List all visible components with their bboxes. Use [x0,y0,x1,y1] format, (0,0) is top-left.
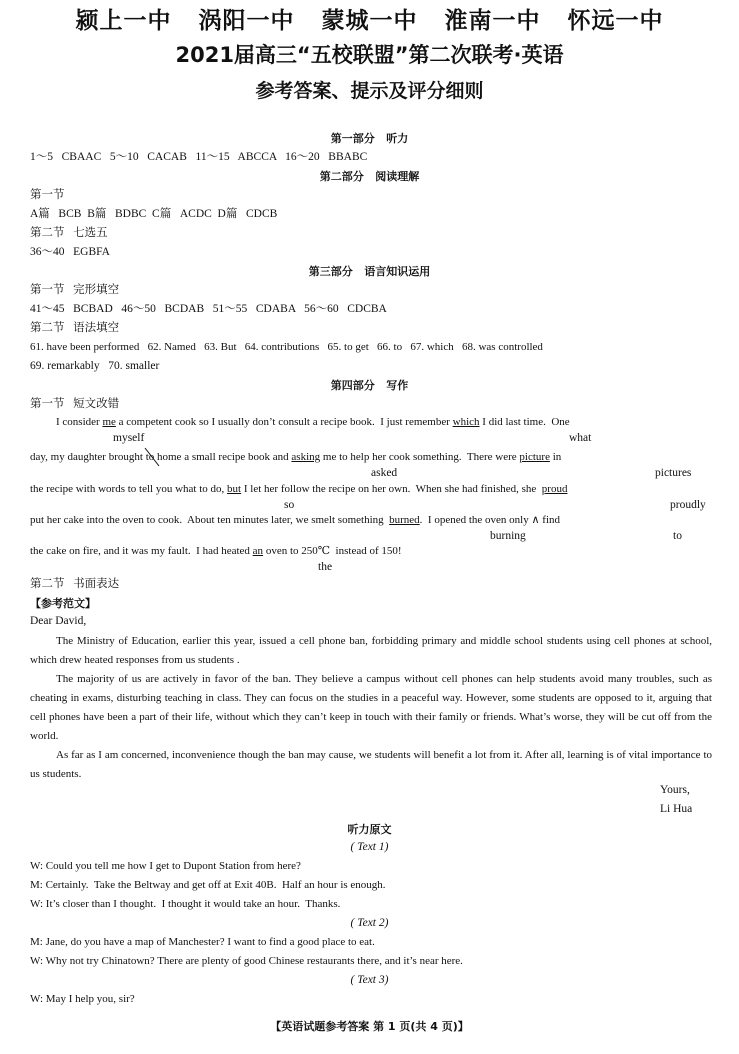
correction-myself: myself [113,432,145,444]
letter-salutation: Dear David, [30,615,87,627]
correction-so: so [284,499,295,511]
part1-title: 第一部分 听力 [330,132,409,145]
part2-section1-answers: A篇 BCB B篇 BDBC C篇 ACDC D篇 CDCB [30,208,278,220]
correction-the: the [318,561,333,573]
error-asking: asking [291,451,321,463]
part2-section2-label: 第二节 七选五 [30,227,108,239]
page-footer: 【英语试题参考答案 第 1 页(共 4 页)】 [270,1020,469,1033]
letter-closing: Yours, [660,784,690,796]
essay-paragraph-1: The Ministry of Education, earlier this year, issued a cell phone ban, forbidding primary and middle school students using cell phones at school, which drew heated responses from us students . [30,635,712,666]
text1-line1: W: Could you tell me how I get to Dupont Station from here? [30,860,301,872]
correction-proudly: proudly [670,499,706,511]
grammar-answers-line2: 69. remarkably 70. smaller [30,360,160,372]
text2-line2: W: Why not try Chinatown? There are plenty of good Chinese restaurants there, and it’s near here. [30,955,463,967]
part1-answers: 1～5 CBAAC 5～10 CACAB 11～15 ABCCA 16～20 BBABC [30,151,368,163]
error-proud: proud [541,483,568,495]
correction-asked: asked [371,467,398,479]
error-which: which [452,416,480,428]
part4-title: 第四部分 写作 [330,379,409,392]
text1-line2: M: Certainly. Take the Beltway and get off at Exit 40B. Half an hour is enough. [30,879,386,891]
part2-section2-answers: 36～40 EGBFA [30,246,110,258]
part4-section1-label: 第一节 短文改错 [30,398,120,410]
essay-paragraph-2: The majority of us are actively in favor of the ban. They believe a campus without cell phones can help students avoid many troubles, such as cheating in exams, disturbing teaching in class. They can focus on the studies in a peaceful way. However, some students are opposed to it, arguing that cell phones have been a part of their life, without which they can’t keep in touch with their family or friends. What’s worse, they will be cut off from the world. [30,673,712,742]
error-burned: burned [389,514,420,526]
part2-title: 第二部分 阅读理解 [319,170,420,183]
correction-pictures: pictures [655,467,692,479]
correction-line-3: the recipe with words to tell you what to do, but I let her follow the recipe on her own. When she had finished, she proud [30,483,568,495]
correction-line-2: day, my daughter brought to home a small recipe book and asking me to help her cook something. There were picture in [30,451,561,464]
correction-to: to [673,530,682,542]
part4-section2-label: 第二节 书面表达 [30,578,120,590]
correction-burning: burning [490,530,526,542]
sample-essay-label: 【参考范文】 [30,597,96,610]
transcript-title: 听力原文 [347,823,392,836]
exam-title: 2021届高三“五校联盟”第二次联考·英语 [175,43,564,67]
error-to: to [146,451,155,463]
document-subtitle: 参考答案、提示及评分细则 [255,80,484,102]
text3-line1: W: May I help you, sir? [30,993,135,1005]
part3-section1-answers: 41～45 BCBAD 46～50 BCDAB 51～55 CDABA 56～60 CDCBA [30,303,387,315]
text2-line1: M: Jane, do you have a map of Manchester? I want to find a good place to eat. [30,936,375,948]
error-me: me [102,416,116,428]
text1-line3: W: It’s closer than I thought. I thought it would take an hour. Thanks. [30,898,341,910]
error-picture: picture [519,451,550,463]
part3-title: 第三部分 语言知识运用 [308,265,431,278]
letter-signature: Li Hua [660,803,693,815]
school-names: 颍上一中 涡阳一中 蒙城一中 淮南一中 怀远一中 [75,8,664,34]
essay-paragraph-3: As far as I am concerned, inconvenience though the ban may cause, we students will benefit a lot from it. After all, learning is of vital importance to us students. [30,749,712,780]
correction-line-4: put her cake into the oven to cook. About ten minutes later, we smelt something burned. I opened the oven only ∧ find [30,514,561,526]
part3-section1-label: 第一节 完形填空 [30,284,120,296]
strike-slash-icon [143,446,161,468]
correction-what: what [569,432,592,444]
grammar-answers-line1: 61. have been performed 62. Named 63. But 64. contributions 65. to get 66. to 67. which 68. was controlled [30,341,543,353]
text2-label: ( Text 2) [350,917,389,929]
error-but: but [227,483,242,495]
text3-label: ( Text 3) [350,974,389,986]
part3-section2-label: 第二节 语法填空 [30,322,120,334]
correction-line-1: I consider me a competent cook so I usually don’t consult a recipe book. I just remember which I did last time. One [56,416,570,428]
correction-line-5: the cake on fire, and it was my fault. I had heated an oven to 250℃ instead of 150! [30,545,402,557]
part2-section1-label: 第一节 [30,189,65,201]
text1-label: ( Text 1) [350,841,389,853]
error-an: an [252,545,264,557]
insertion-caret-icon: ∧ [531,514,540,526]
